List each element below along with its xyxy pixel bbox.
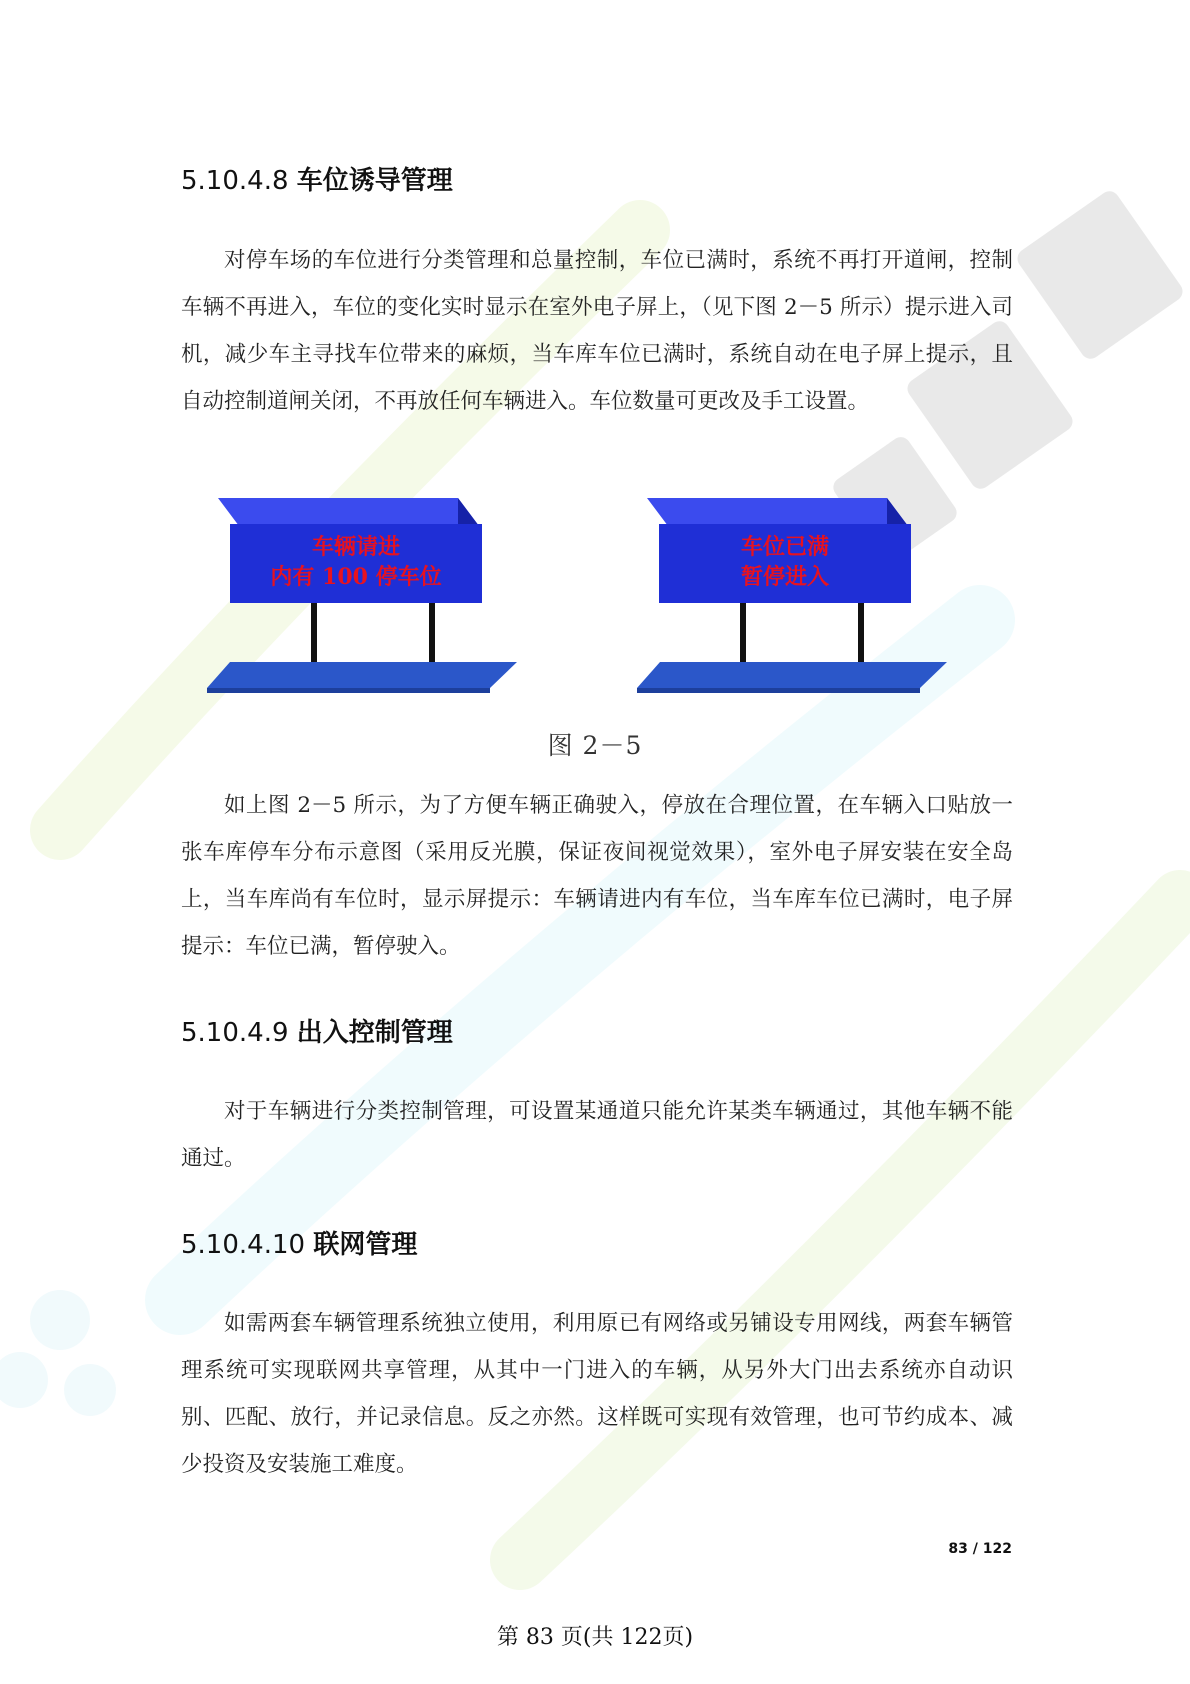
section-number: 5.10.4.8 — [181, 166, 289, 196]
section-heading — [181, 1224, 417, 1261]
sign-left-line2: 内有 100 停车位 — [270, 564, 442, 590]
paragraph: 如需两套车辆管理系统独立使用，利用原已有网络或另铺设专用网线，两套车辆管理系统可实现联网共享管理，从其中一门进入的车辆，从另外大门出去系统亦自动识别、匹配、放行，并记录信息。反之亦然。这样既可实现有效管理，也可节约成本、减少投资及安装施工难度。 — [181, 1311, 1013, 1477]
page-number: 83 / 122 — [948, 1541, 1012, 1557]
page-footer: 第 83 页(共 122页) — [496, 1625, 694, 1650]
section-title: 联网管理 — [313, 1230, 418, 1260]
paragraph: 对停车场的车位进行分类管理和总量控制，车位已满时，系统不再打开道闸，控制车辆不再进入，车位的变化实时显示在室外电子屏上，（见下图 2－5 所示）提示进入司机，减少车主寻找车位带来的麻烦，当车库车位已满时，系统自动在电子屏上提示，且自动控制道闸关闭，不再放任何车辆进入。车位数量可更改及手工设置。 — [181, 248, 1013, 414]
sign-right-line1: 车位已满 — [740, 534, 830, 560]
section-title: 出入控制管理 — [296, 1018, 453, 1048]
section-number: 5.10.4.10 — [181, 1230, 306, 1260]
section-number: 5.10.4.9 — [181, 1018, 289, 1048]
sign-right-line2: 暂停进入 — [740, 564, 830, 590]
section-title: 车位诱导管理 — [296, 166, 453, 196]
sign-left — [207, 498, 517, 693]
paragraph: 如上图 2－5 所示，为了方便车辆正确驶入，停放在合理位置，在车辆入口贴放一张车库停车分布示意图（采用反光膜，保证夜间视觉效果），室外电子屏安装在安全岛上，当车库尚有车位时，显示屏提示：车辆请进内有车位，当车库车位已满时，电子屏提示：车位已满，暂停驶入。 — [181, 793, 1013, 959]
parking-sign-figure — [200, 490, 960, 700]
section-heading — [181, 1012, 453, 1049]
sign-right — [637, 498, 947, 693]
paragraph: 对于车辆进行分类控制管理，可设置某通道只能允许某类车辆通过，其他车辆不能通过。 — [181, 1099, 1013, 1171]
section-heading — [181, 160, 453, 197]
sign-left-line1: 车辆请进 — [311, 534, 401, 560]
figure-caption: 图 2－5 — [547, 731, 643, 760]
